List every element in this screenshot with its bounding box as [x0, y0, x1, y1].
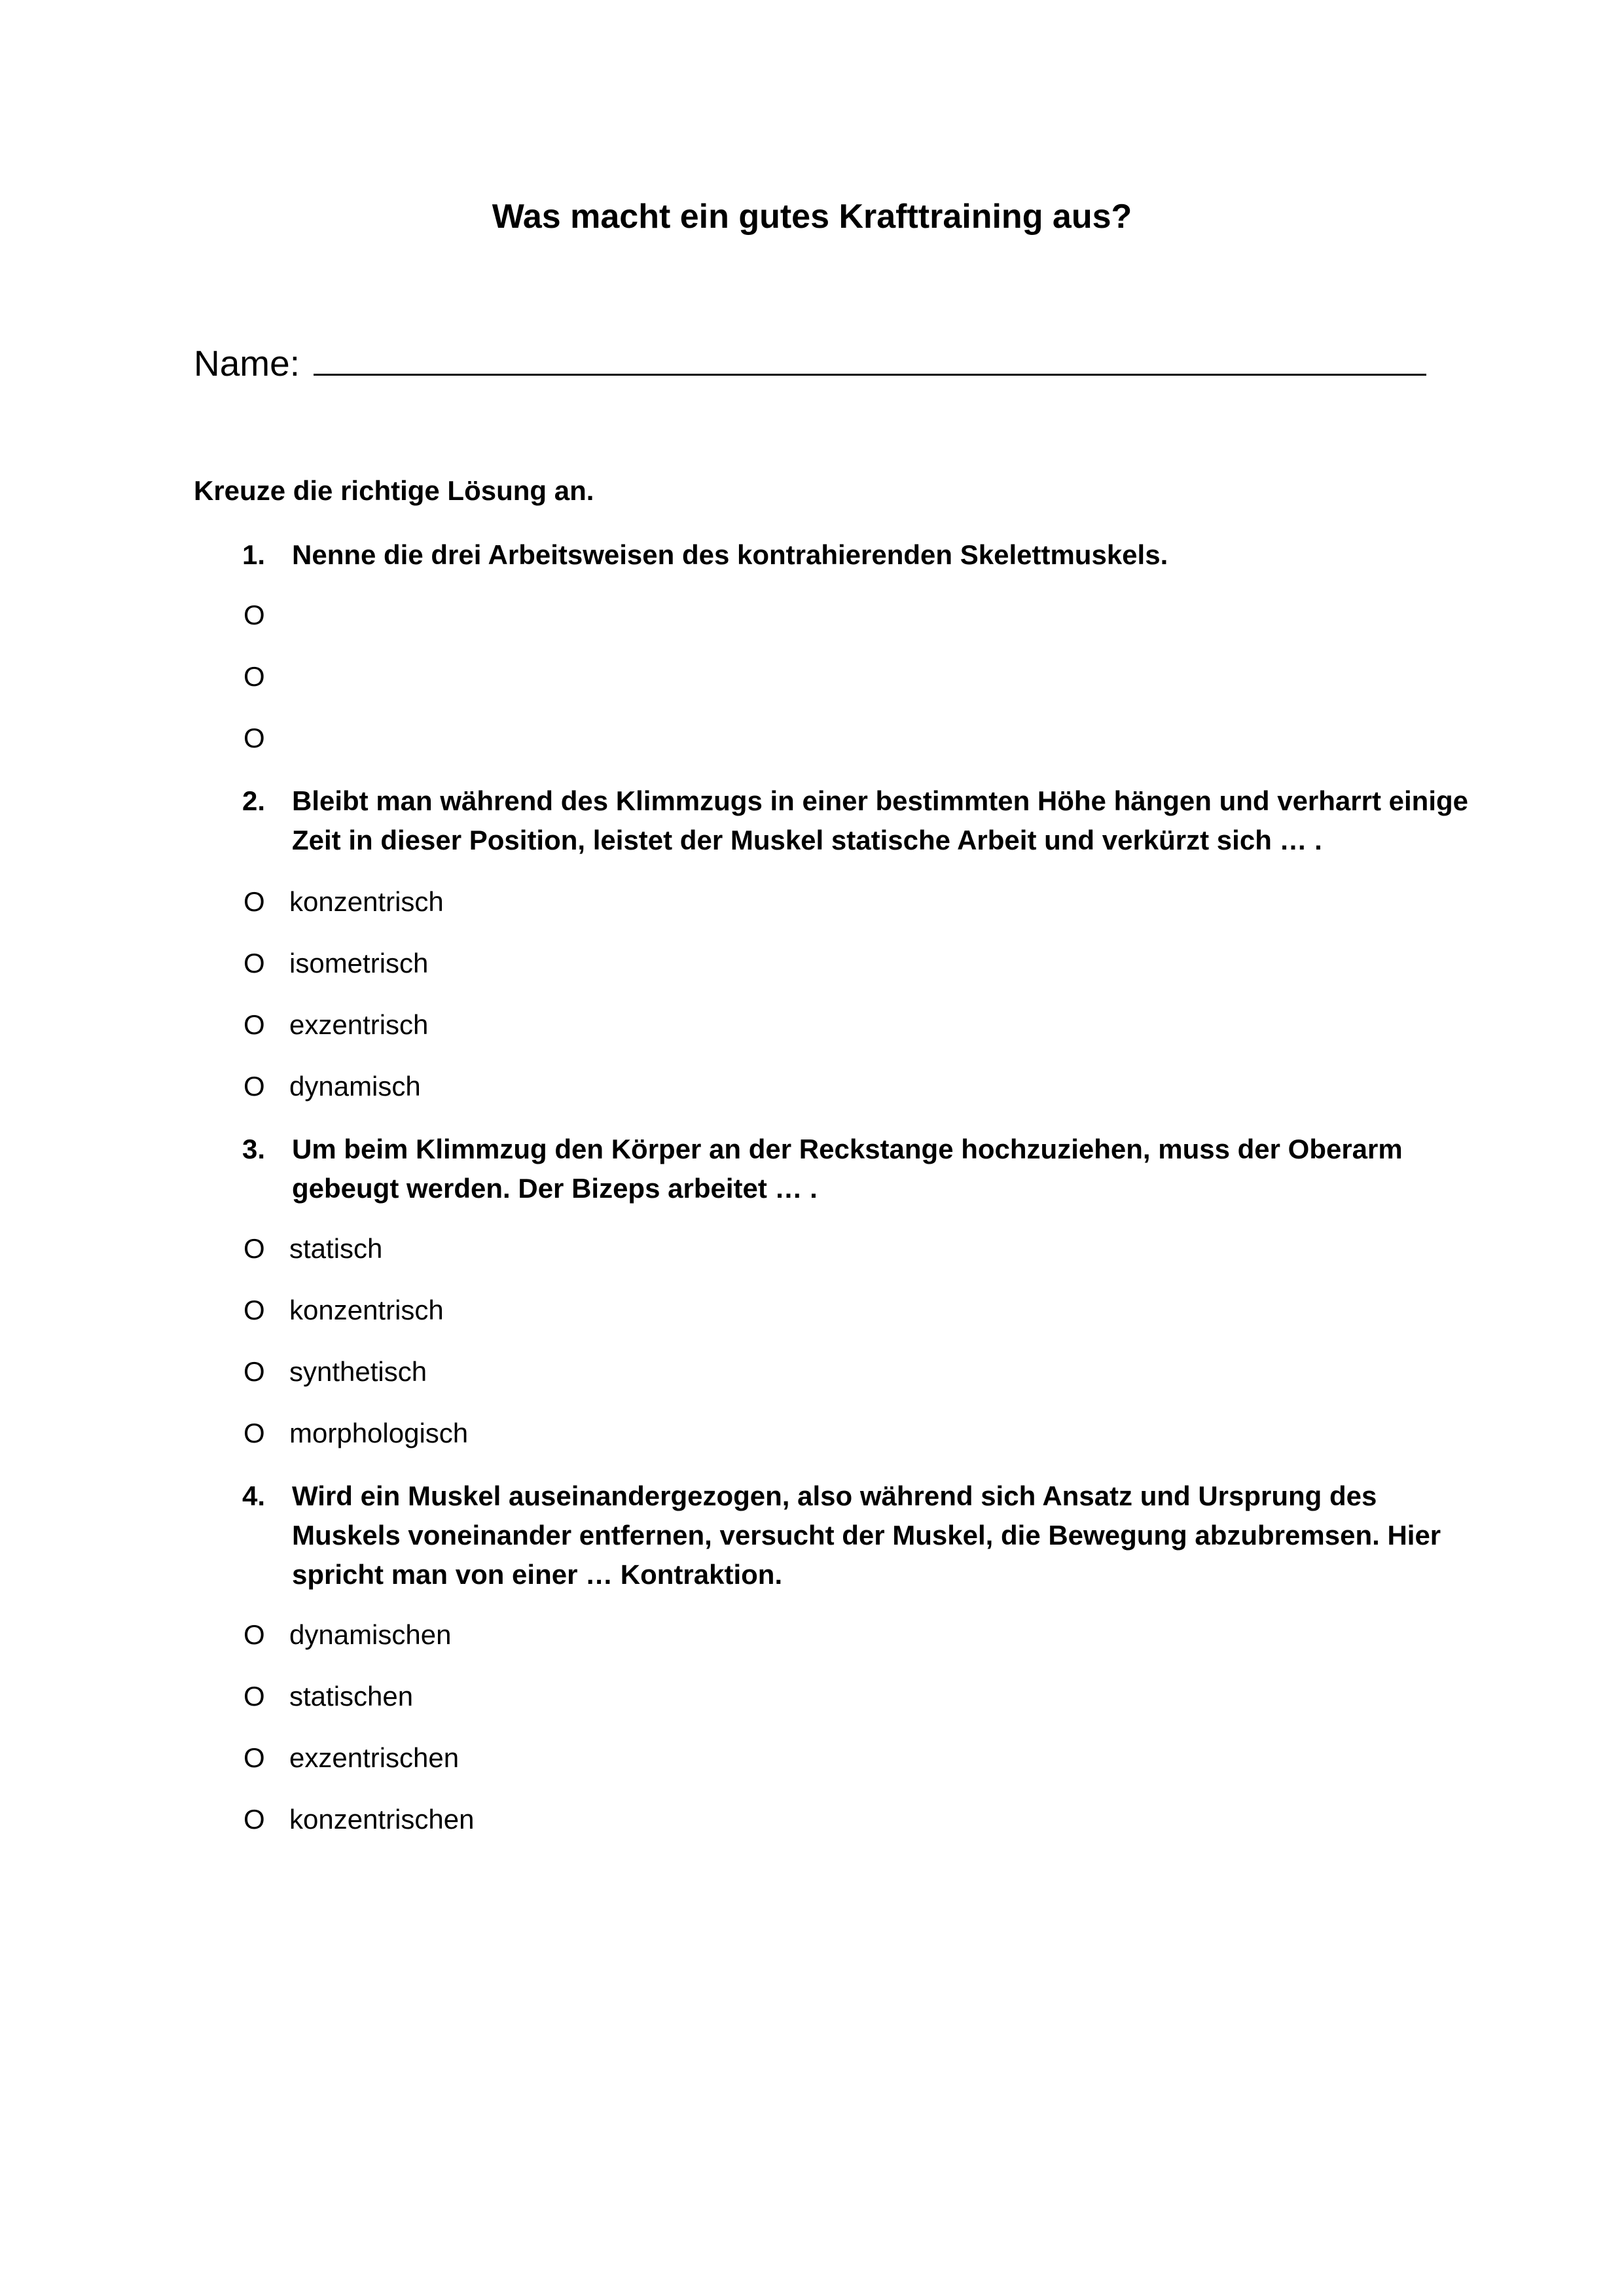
option-checkbox[interactable] — [244, 1801, 475, 1838]
option-label: exzentrisch — [289, 1009, 429, 1040]
question-text: Bleibt man während des Klimmzugs in einer bestimmten Höhe hängen und verharrt einige Zeit in dieser Position, leistet der Muskel statische Arbeit und verkürzt sich … . — [292, 785, 1468, 855]
circle-icon[interactable]: O — [244, 1071, 265, 1102]
circle-icon[interactable]: O — [244, 723, 265, 753]
option-checkbox[interactable] — [244, 1617, 451, 1653]
instruction-text: Kreuze die richtige Lösung an. — [194, 475, 594, 506]
circle-icon[interactable]: O — [244, 661, 265, 692]
option-checkbox[interactable] — [244, 597, 289, 634]
circle-icon[interactable]: O — [244, 948, 265, 978]
option-label: morphologisch — [289, 1418, 469, 1448]
option-label: konzentrisch — [289, 1295, 444, 1325]
option-checkbox[interactable] — [244, 1068, 421, 1105]
circle-icon[interactable]: O — [244, 1681, 265, 1712]
option-label: synthetisch — [289, 1356, 427, 1387]
circle-icon[interactable]: O — [244, 1418, 265, 1448]
option-label: exzentrischen — [289, 1742, 460, 1773]
circle-icon[interactable]: O — [244, 1356, 265, 1387]
question-number: 3. — [242, 1134, 266, 1164]
page-title: Was macht ein gutes Krafttraining aus? — [492, 198, 1132, 236]
question-text: Nenne die drei Arbeitsweisen des kontrahierenden Skelettmuskels. — [292, 539, 1168, 570]
question-number: 4. — [242, 1480, 266, 1511]
circle-icon[interactable]: O — [244, 1009, 265, 1040]
circle-icon[interactable]: O — [244, 1742, 265, 1773]
option-checkbox[interactable] — [244, 884, 444, 920]
option-label: konzentrischen — [289, 1804, 475, 1835]
option-checkbox[interactable] — [244, 1740, 459, 1776]
option-label: statischen — [289, 1681, 414, 1712]
question-number: 1. — [242, 539, 266, 570]
option-checkbox[interactable] — [244, 720, 289, 757]
option-checkbox[interactable] — [244, 658, 289, 695]
option-label: konzentrisch — [289, 886, 444, 917]
circle-icon[interactable]: O — [244, 1295, 265, 1325]
option-checkbox[interactable] — [244, 1292, 444, 1329]
option-checkbox[interactable] — [244, 1354, 427, 1390]
circle-icon[interactable]: O — [244, 600, 265, 630]
option-checkbox[interactable] — [244, 945, 428, 982]
circle-icon[interactable]: O — [244, 1804, 265, 1835]
option-label: statisch — [289, 1233, 383, 1264]
circle-icon[interactable]: O — [244, 1619, 265, 1650]
circle-icon[interactable]: O — [244, 1233, 265, 1264]
option-label: dynamisch — [289, 1071, 421, 1102]
name-label: Name: — [194, 343, 300, 384]
option-checkbox[interactable] — [244, 1007, 428, 1043]
option-label: isometrisch — [289, 948, 429, 978]
name-field[interactable] — [194, 337, 1426, 388]
option-checkbox[interactable] — [244, 1230, 382, 1267]
question-number: 2. — [242, 785, 266, 816]
option-checkbox[interactable] — [244, 1415, 468, 1452]
name-blank-line[interactable] — [314, 337, 1426, 376]
question-text: Wird ein Muskel auseinandergezogen, also während sich Ansatz und Ursprung des Muskels voneinander entfernen, versucht der Muskel, die Bewegung abzubremsen. Hier spricht man von einer … Kontraktion. — [292, 1480, 1441, 1590]
option-checkbox[interactable] — [244, 1678, 413, 1715]
circle-icon[interactable]: O — [244, 886, 265, 917]
question-text: Um beim Klimmzug den Körper an der Reckstange hochzuziehen, muss der Oberarm gebeugt werden. Der Bizeps arbeitet … . — [292, 1134, 1403, 1204]
option-label: dynamischen — [289, 1619, 452, 1650]
